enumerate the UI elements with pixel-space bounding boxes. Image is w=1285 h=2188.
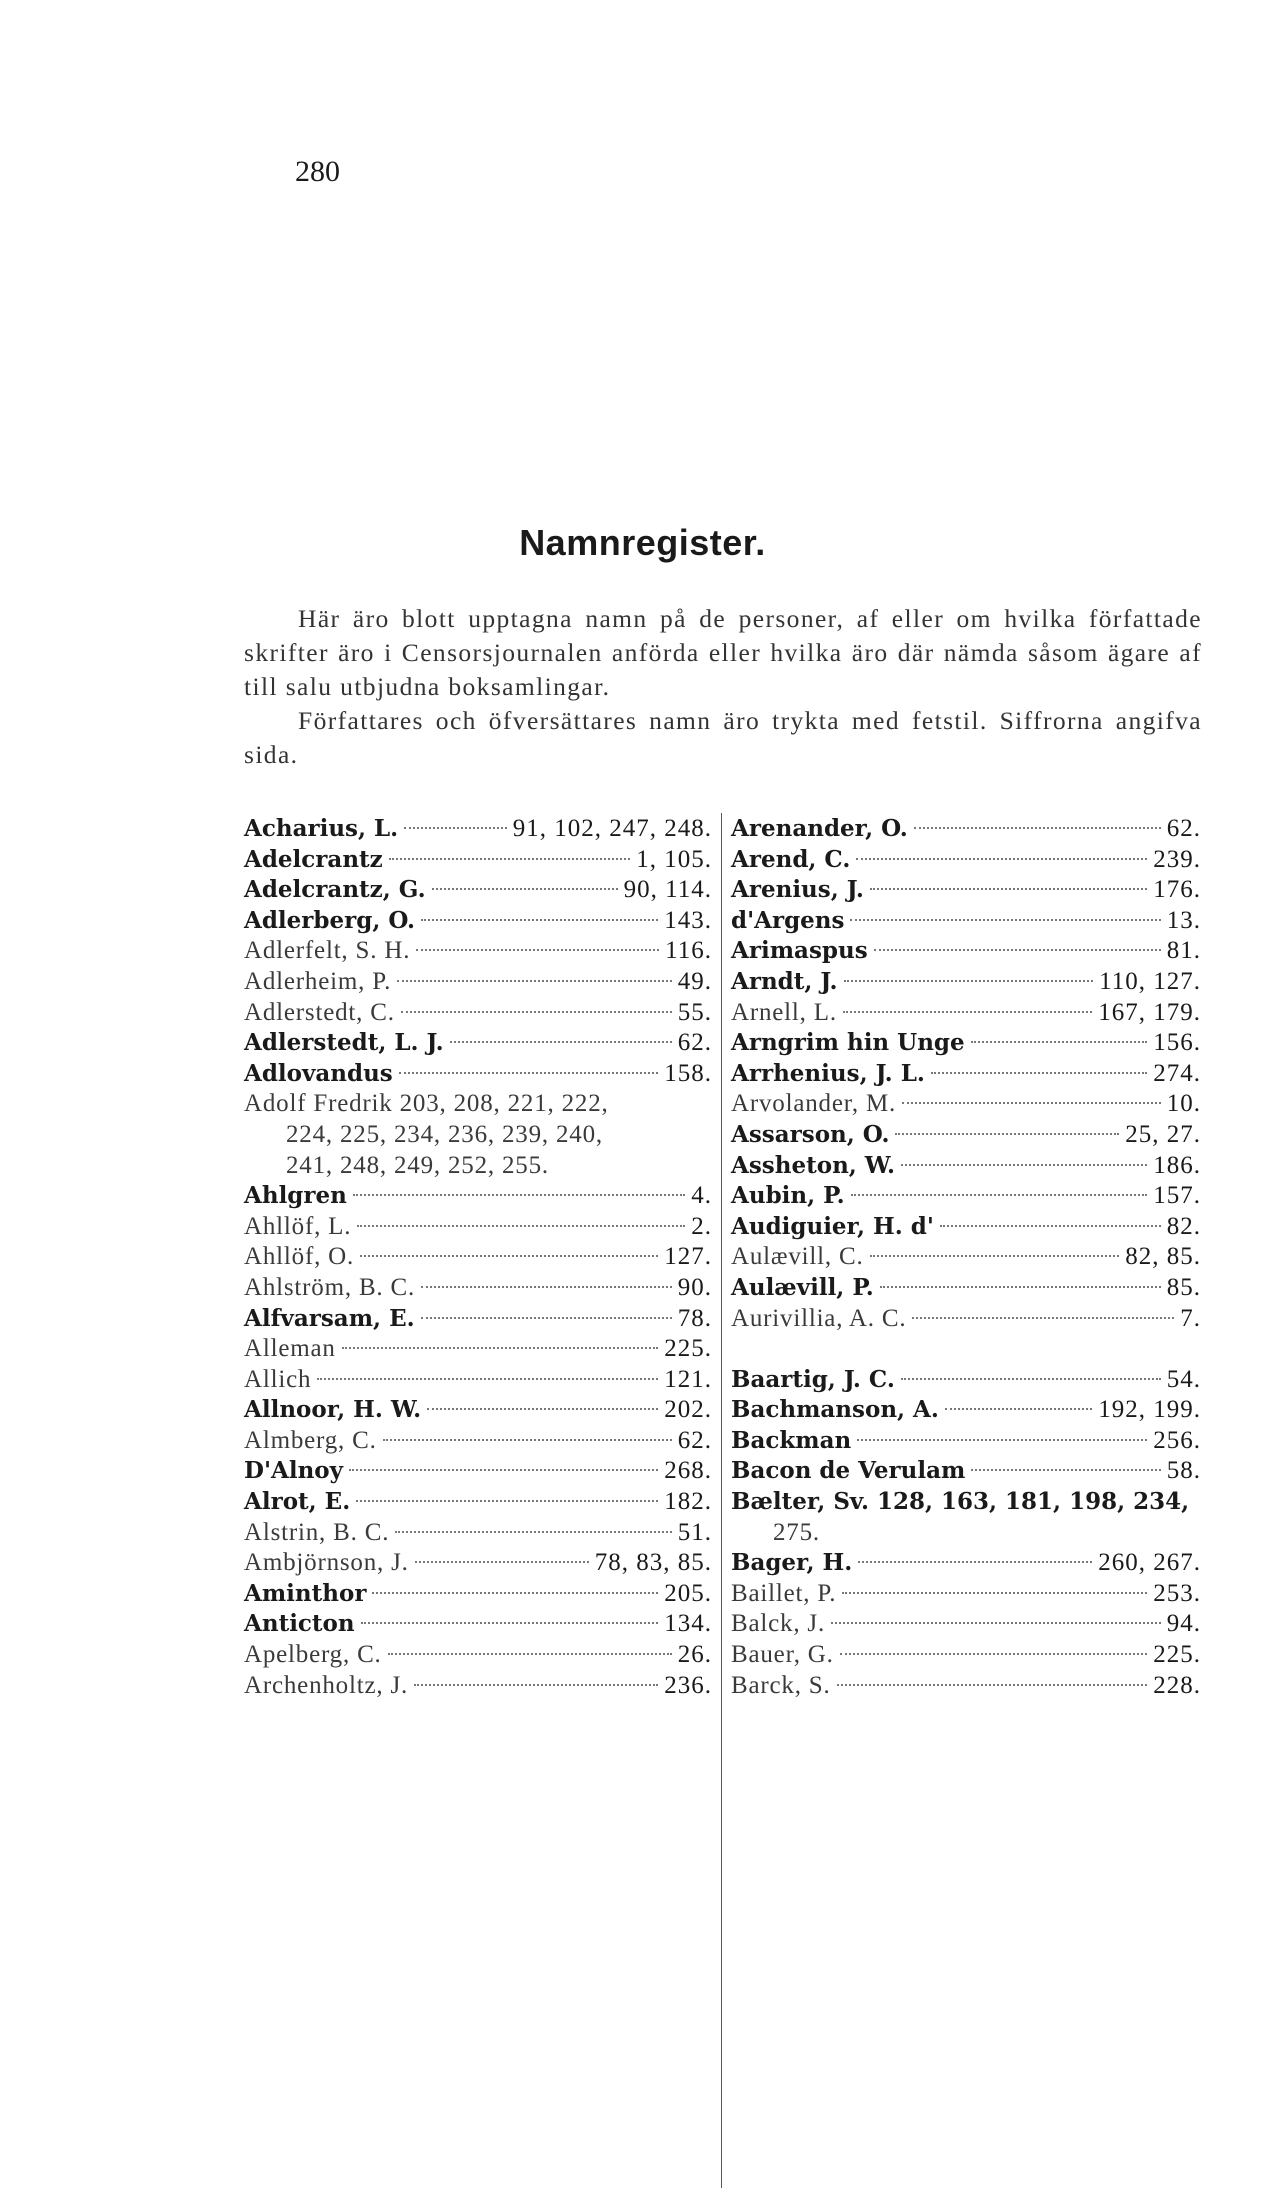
entry-name: Aulævill, C.: [731, 1243, 864, 1271]
entry-name: Aulævill, P.: [731, 1273, 874, 1301]
index-entry: [731, 1029, 1201, 1060]
index-entry: [244, 1672, 712, 1703]
entry-name: Ambjörnson, J.: [244, 1549, 409, 1577]
dot-leader: [372, 1592, 658, 1594]
index-entry: [731, 1213, 1201, 1244]
dot-leader: [395, 1531, 672, 1533]
entry-name: Adlerfelt, S. H.: [244, 937, 411, 965]
entry-pages: 91, 102, 247, 248.: [512, 815, 712, 842]
entry-name: Aurivillia, A. C.: [731, 1304, 907, 1332]
entry-name: Acharius, L.: [244, 815, 399, 842]
entry-pages: 62.: [677, 1426, 712, 1454]
dot-leader: [361, 1622, 659, 1624]
index-entry: [244, 1641, 712, 1672]
index-entry: [731, 1580, 1201, 1611]
dot-leader: [912, 1317, 1174, 1319]
entry-pages: 202.: [664, 1396, 712, 1424]
entry-pages: 268.: [664, 1457, 712, 1485]
dot-leader: [388, 1653, 672, 1655]
entry-pages: 1, 105.: [636, 845, 712, 873]
index-entry: [731, 1427, 1201, 1458]
entry-pages: 158.: [664, 1059, 712, 1087]
dot-leader: [850, 919, 1160, 921]
index-entry: [731, 999, 1201, 1030]
entry-name: Arimaspus: [731, 937, 868, 965]
dot-leader: [844, 980, 1094, 982]
dot-leader: [349, 1469, 658, 1471]
index-column-right: [731, 815, 1201, 1702]
intro-paragraph-2: Författares och öfversättares namn äro trykta med fetstil. Siffrorna angifva sida.: [244, 706, 1202, 769]
entry-pages: 90, 114.: [623, 876, 712, 904]
entry-pages: 157.: [1153, 1182, 1201, 1210]
entry-name: Arnell, L.: [731, 998, 837, 1026]
entry-name: Bager, H.: [731, 1549, 853, 1577]
entry-name: Adlerberg, O.: [244, 906, 416, 934]
entry-pages: 13.: [1166, 906, 1201, 934]
dot-leader: [831, 1622, 1161, 1624]
entry-pages: 192, 199.: [1098, 1396, 1201, 1424]
dot-leader: [432, 888, 618, 890]
index-entry: [244, 1427, 712, 1458]
entry-name: Baillet, P.: [731, 1579, 837, 1607]
index-entry: [731, 1610, 1201, 1641]
index-entry: [731, 1152, 1201, 1183]
index-entry: [731, 1274, 1201, 1305]
entry-pages: 116.: [665, 937, 712, 965]
dot-leader: [356, 1500, 658, 1502]
entry-pages: 239.: [1153, 845, 1201, 873]
dot-leader: [945, 1408, 1092, 1410]
entry-pages: 82.: [1166, 1212, 1201, 1240]
entry-name: Bachmanson, A.: [731, 1396, 939, 1424]
entry-pages: 167, 179.: [1098, 998, 1201, 1026]
entry-name: Ahllöf, L.: [244, 1212, 352, 1240]
index-entry: [244, 1549, 712, 1580]
index-entry: [244, 1335, 712, 1366]
index-entry: [244, 1457, 712, 1488]
dot-leader: [397, 980, 672, 982]
entry-pages: 121.: [664, 1365, 712, 1393]
entry-name: Adolf Fredrik 203, 208, 221, 222,: [244, 1090, 609, 1118]
entry-pages: 62.: [677, 1029, 712, 1057]
entry-pages: 127.: [664, 1243, 712, 1271]
entry-name: Audiguier, H. d': [731, 1212, 934, 1240]
entry-pages: 49.: [677, 967, 712, 995]
entry-pages: 110, 127.: [1099, 967, 1201, 995]
entry-name: Backman: [731, 1426, 852, 1454]
entry-pages: 156.: [1153, 1029, 1201, 1057]
dot-leader: [389, 858, 631, 860]
entry-pages: 7.: [1180, 1304, 1201, 1332]
entry-pages: 82, 85.: [1125, 1243, 1201, 1271]
entry-name: d'Argens: [731, 906, 845, 934]
index-entry: [244, 815, 712, 846]
entry-pages: 186.: [1153, 1151, 1201, 1179]
index-entry: [731, 1641, 1201, 1672]
index-entry: [244, 1213, 712, 1244]
dot-leader: [415, 1561, 589, 1563]
dot-leader: [401, 1011, 672, 1013]
dot-leader: [895, 1133, 1119, 1135]
entry-name: 275.: [773, 1518, 820, 1546]
dot-leader: [353, 1194, 685, 1196]
index-entry: [244, 968, 712, 999]
index-entry: [244, 1366, 712, 1397]
entry-name: Almberg, C.: [244, 1426, 377, 1454]
entry-name: Adlerheim, P.: [244, 967, 392, 995]
entry-pages: 51.: [677, 1518, 712, 1546]
entry-name: Aminthor: [244, 1579, 367, 1607]
entry-name: Bauer, G.: [731, 1641, 834, 1669]
entry-pages: 90.: [677, 1273, 712, 1301]
dot-leader: [383, 1439, 672, 1441]
index-gap: [731, 1335, 1201, 1366]
entry-pages: 2.: [691, 1212, 712, 1240]
entry-pages: 260, 267.: [1098, 1549, 1201, 1577]
entry-pages: 94.: [1166, 1610, 1201, 1638]
entry-pages: 256.: [1153, 1426, 1201, 1454]
dot-leader: [427, 1408, 658, 1410]
entry-pages: 55.: [677, 998, 712, 1026]
entry-name: Arenius, J.: [731, 876, 864, 904]
entry-name: Adelcrantz: [244, 845, 383, 873]
index-entry: [731, 876, 1201, 907]
index-entry: [244, 999, 712, 1030]
index-entry: [244, 1274, 712, 1305]
index-entry: [244, 1488, 712, 1519]
entry-pages: 225.: [664, 1335, 712, 1363]
entry-name: Bælter, Sv. 128, 163, 181, 198, 234,: [731, 1488, 1190, 1516]
entry-name: Ahlgren: [244, 1182, 347, 1210]
entry-name: Baartig, J. C.: [731, 1365, 895, 1393]
index-entry: [244, 846, 712, 877]
entry-name: Assheton, W.: [731, 1151, 896, 1179]
entry-pages: 81.: [1166, 937, 1201, 965]
entry-pages: 182.: [664, 1488, 712, 1516]
index-entry: [731, 1305, 1201, 1336]
dot-leader: [857, 1439, 1147, 1441]
entry-name: Apelberg, C.: [244, 1641, 382, 1669]
index-entry: [731, 1549, 1201, 1580]
index-entry: [731, 1488, 1201, 1519]
index-entry: [244, 1060, 712, 1091]
index-entry: [244, 876, 712, 907]
index-entry: [244, 1029, 712, 1060]
entry-name: Ahllöf, O.: [244, 1243, 355, 1271]
index-entry: [731, 1457, 1201, 1488]
entry-name: Arndt, J.: [731, 967, 838, 995]
dot-leader: [450, 1041, 672, 1043]
entry-name: Allich: [244, 1365, 312, 1393]
dot-leader: [901, 1378, 1161, 1380]
entry-name: Alleman: [244, 1335, 336, 1363]
index-entry: [731, 1366, 1201, 1397]
page-title: Namnregister.: [519, 522, 766, 563]
entry-pages: 26.: [677, 1641, 712, 1669]
index-column-left: [244, 815, 712, 1702]
entry-pages: 54.: [1166, 1365, 1201, 1393]
dot-leader: [404, 827, 507, 829]
dot-leader: [858, 1561, 1092, 1563]
index-entry: [731, 1060, 1201, 1091]
entry-name: Alfvarsam, E.: [244, 1304, 415, 1332]
dot-leader: [421, 1286, 672, 1288]
entry-pages: 62.: [1166, 815, 1201, 842]
entry-pages: 4.: [691, 1182, 712, 1210]
entry-name: Arenander, O.: [731, 815, 908, 842]
entry-name: Barck, S.: [731, 1671, 831, 1699]
entry-name: Assarson, O.: [731, 1120, 890, 1148]
entry-pages: 253.: [1153, 1579, 1201, 1607]
entry-name: Alrot, E.: [244, 1488, 351, 1516]
index-entry: [731, 815, 1201, 846]
dot-leader: [840, 1653, 1148, 1655]
dot-leader: [914, 827, 1161, 829]
index-entry: [244, 1519, 712, 1550]
entry-name: Bacon de Verulam: [731, 1457, 966, 1485]
dot-leader: [843, 1011, 1092, 1013]
index-entry: [731, 968, 1201, 999]
entry-name: 224, 225, 234, 236, 239, 240,: [286, 1120, 603, 1148]
entry-pages: 25, 27.: [1125, 1120, 1201, 1148]
dot-leader: [902, 1102, 1161, 1104]
dot-leader: [874, 949, 1161, 951]
entry-pages: 176.: [1153, 876, 1201, 904]
entry-name: Arrhenius, J. L.: [731, 1059, 925, 1087]
entry-pages: 78, 83, 85.: [594, 1549, 712, 1577]
entry-name: Arvolander, M.: [731, 1090, 897, 1118]
index-entry: [731, 1672, 1201, 1703]
entry-pages: 225.: [1153, 1641, 1201, 1669]
dot-leader: [971, 1041, 1148, 1043]
index-entry: [731, 1519, 1201, 1550]
index-entry: [731, 1090, 1201, 1121]
dot-leader: [416, 949, 659, 951]
index-entry: [244, 1243, 712, 1274]
index-entry: [244, 1580, 712, 1611]
entry-pages: 134.: [664, 1610, 712, 1638]
dot-leader: [842, 1592, 1147, 1594]
index-entry: [244, 1305, 712, 1336]
index-entry: [244, 1396, 712, 1427]
intro-text: [244, 602, 1202, 772]
dot-leader: [421, 1317, 672, 1319]
entry-pages: 143.: [664, 906, 712, 934]
entry-name: Balck, J.: [731, 1610, 825, 1638]
dot-leader: [357, 1225, 685, 1227]
entry-name: Arend, C.: [731, 845, 851, 873]
index-entry: [244, 1090, 712, 1121]
entry-name: Ahlström, B. C.: [244, 1273, 416, 1301]
index-entry: [244, 1182, 712, 1213]
dot-leader: [870, 888, 1147, 890]
dot-leader: [421, 919, 658, 921]
entry-name: Adlerstedt, L. J.: [244, 1029, 444, 1057]
entry-pages: 10.: [1166, 1090, 1201, 1118]
index-entry: [244, 1610, 712, 1641]
index-entry: [731, 1396, 1201, 1427]
entry-name: Anticton: [244, 1610, 355, 1638]
entry-name: Allnoor, H. W.: [244, 1396, 422, 1424]
dot-leader: [880, 1286, 1161, 1288]
entry-pages: 58.: [1166, 1457, 1201, 1485]
entry-name: Adlovandus: [244, 1059, 393, 1087]
entry-name: Arngrim hin Unge: [731, 1029, 965, 1057]
dot-leader: [360, 1255, 658, 1257]
dot-leader: [870, 1255, 1120, 1257]
entry-name: Adlerstedt, C.: [244, 998, 395, 1026]
entry-pages: 228.: [1153, 1671, 1201, 1699]
entry-name: Archenholtz, J.: [244, 1671, 409, 1699]
dot-leader: [851, 1194, 1148, 1196]
dot-leader: [837, 1684, 1148, 1686]
dot-leader: [940, 1225, 1161, 1227]
dot-leader: [901, 1164, 1147, 1166]
index-entry: [731, 1121, 1201, 1152]
entry-name: Aubin, P.: [731, 1182, 845, 1210]
entry-name: D'Alnoy: [244, 1457, 343, 1485]
entry-pages: 85.: [1166, 1273, 1201, 1301]
entry-pages: 205.: [664, 1579, 712, 1607]
dot-leader: [931, 1072, 1147, 1074]
index-entry: [731, 937, 1201, 968]
dot-leader: [342, 1347, 659, 1349]
dot-leader: [414, 1684, 658, 1686]
entry-name: Alstrin, B. C.: [244, 1518, 390, 1546]
entry-name: Adelcrantz, G.: [244, 876, 426, 904]
dot-leader: [317, 1378, 658, 1380]
entry-name: 241, 248, 249, 252, 255.: [286, 1151, 549, 1179]
column-divider: [721, 813, 722, 2188]
index-entry: [244, 907, 712, 938]
index-entry: [244, 1121, 712, 1152]
index-entry: [244, 1152, 712, 1183]
index-entry: [731, 907, 1201, 938]
dot-leader: [399, 1072, 659, 1074]
index-entry: [731, 1182, 1201, 1213]
entry-pages: 78.: [677, 1304, 712, 1332]
entry-pages: 274.: [1153, 1059, 1201, 1087]
index-entry: [244, 937, 712, 968]
entry-pages: 236.: [664, 1671, 712, 1699]
index-entry: [731, 846, 1201, 877]
dot-leader: [971, 1469, 1160, 1471]
intro-paragraph-1: Här äro blott upptagna namn på de personer, af eller om hvilka författade skrifter äro i Censorsjournalen anförda eller hvilka äro där nämda såsom ägare af till salu utbjudna boksamlingar.: [244, 604, 1202, 701]
index-entry: [731, 1243, 1201, 1274]
page-number: 280: [295, 155, 340, 188]
dot-leader: [856, 858, 1147, 860]
